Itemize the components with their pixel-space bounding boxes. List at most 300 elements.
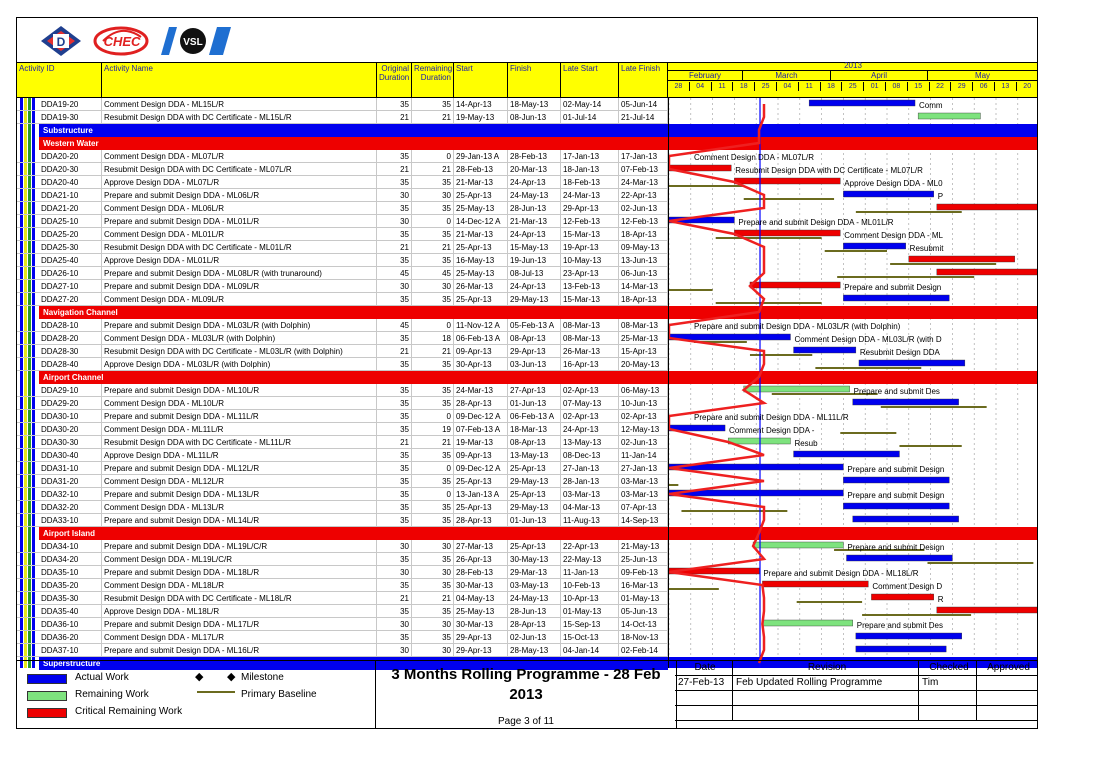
- gantt-bar[interactable]: [918, 113, 980, 119]
- cell-finish: 18-May-13: [508, 98, 561, 111]
- cell-finish: 20-Mar-13: [508, 163, 561, 176]
- cell-start: 21-Mar-13: [454, 228, 508, 241]
- cell-late-start: 10-Feb-13: [561, 579, 619, 592]
- cell-start: 24-Mar-13: [454, 384, 508, 397]
- timeline-month: March: [743, 71, 831, 81]
- cell-original-duration: 35: [377, 150, 412, 163]
- gantt-baseline: [750, 354, 812, 356]
- table-row[interactable]: [17, 254, 668, 267]
- cell-late-finish: 07-Feb-13: [619, 163, 668, 176]
- cell-finish: 01-Jun-13: [508, 397, 561, 410]
- gantt-bar[interactable]: [909, 256, 1015, 262]
- cell-remaining-duration: 35: [412, 293, 454, 306]
- cell-start: 27-Mar-13: [454, 540, 508, 553]
- gantt-baseline: [716, 237, 822, 239]
- cell-activity-name: Comment Design DDA - ML12L/R: [102, 475, 377, 488]
- cell-original-duration: 21: [377, 345, 412, 358]
- cell-original-duration: 30: [377, 540, 412, 553]
- cell-activity-id: DDA31-10: [39, 462, 102, 475]
- cell-late-finish: 01-May-13: [619, 592, 668, 605]
- cell-original-duration: 21: [377, 163, 412, 176]
- cell-activity-id: DDA20-40: [39, 176, 102, 189]
- col-original-duration[interactable]: Original Duration: [377, 63, 412, 97]
- cell-remaining-duration: 35: [412, 475, 454, 488]
- legend-baseline-label: Primary Baseline: [241, 689, 317, 700]
- cell-activity-name: Prepare and submit Design DDA - ML12L/R: [102, 462, 377, 475]
- timeline-day: 13: [995, 82, 1017, 91]
- timeline-day: 25: [755, 82, 777, 91]
- cell-original-duration: 35: [377, 449, 412, 462]
- cell-finish: 03-May-13: [508, 579, 561, 592]
- gantt-bar[interactable]: [871, 594, 933, 600]
- gantt-bar[interactable]: [843, 477, 949, 483]
- col-start[interactable]: Start: [454, 63, 508, 97]
- cell-late-start: 02-May-14: [561, 98, 619, 111]
- table-row[interactable]: [17, 111, 668, 124]
- cell-finish: 28-Apr-13: [508, 618, 561, 631]
- cell-finish: 29-May-13: [508, 501, 561, 514]
- cell-activity-id: DDA19-20: [39, 98, 102, 111]
- rev-empty-cell: [919, 706, 977, 721]
- gantt-bar-label: Resubmit: [909, 244, 944, 253]
- table-row[interactable]: [17, 202, 668, 215]
- cell-remaining-duration: 30: [412, 540, 454, 553]
- timeline-day: 18: [821, 82, 843, 91]
- table-row[interactable]: [17, 579, 668, 592]
- cell-start: 14-Dec-12 A: [454, 215, 508, 228]
- cell-activity-name: Prepare and submit Design DDA - ML17L/R: [102, 618, 377, 631]
- cell-late-finish: 14-Mar-13: [619, 280, 668, 293]
- timeline-day: 28: [668, 82, 690, 91]
- gantt-bar[interactable]: [794, 347, 856, 353]
- gantt-bar[interactable]: [856, 646, 946, 652]
- table-row[interactable]: [17, 267, 668, 280]
- cell-late-finish: 21-Jul-14: [619, 111, 668, 124]
- cell-activity-name: Approve Design DDA - ML18L/R: [102, 605, 377, 618]
- table-row[interactable]: [17, 514, 668, 527]
- cell-late-finish: 02-Jun-13: [619, 436, 668, 449]
- cell-activity-name: Comment Design DDA - ML09L/R: [102, 293, 377, 306]
- gantt-baseline: [797, 601, 862, 603]
- gantt-baseline: [669, 289, 713, 291]
- cell-remaining-duration: 30: [412, 644, 454, 657]
- cell-original-duration: 35: [377, 501, 412, 514]
- col-remaining-duration[interactable]: Remaining Duration: [412, 63, 454, 97]
- cell-start: 25-Apr-13: [454, 475, 508, 488]
- table-row[interactable]: [17, 332, 668, 345]
- cell-activity-name: Resubmit Design DDA with DC Certificate - ML01L/R: [102, 241, 377, 254]
- cell-remaining-duration: 35: [412, 631, 454, 644]
- cell-late-finish: 24-Mar-13: [619, 176, 668, 189]
- cell-start: 16-May-13: [454, 254, 508, 267]
- cell-remaining-duration: 30: [412, 280, 454, 293]
- cell-late-finish: 20-May-13: [619, 358, 668, 371]
- cell-late-start: 24-Mar-13: [561, 189, 619, 202]
- table-row[interactable]: [17, 98, 668, 111]
- rev-empty-cell: [919, 691, 977, 706]
- cell-activity-id: DDA35-10: [39, 566, 102, 579]
- cell-remaining-duration: 21: [412, 345, 454, 358]
- cell-finish: 24-Apr-13: [508, 176, 561, 189]
- table-row[interactable]: [17, 618, 668, 631]
- timeline-day: 11: [712, 82, 734, 91]
- cell-remaining-duration: 21: [412, 163, 454, 176]
- gantt-baseline: [927, 562, 1033, 564]
- cell-remaining-duration: 35: [412, 254, 454, 267]
- timeline-month: April: [831, 71, 928, 81]
- gantt-bar-label: Prepare and submit Design: [844, 283, 942, 292]
- table-row[interactable]: [17, 410, 668, 423]
- gantt-canvas: [669, 98, 1038, 668]
- cell-activity-id: DDA30-30: [39, 436, 102, 449]
- cell-start: 25-Apr-13: [454, 241, 508, 254]
- cell-activity-name: Comment Design DDA - ML03L/R (with Dolphin): [102, 332, 377, 345]
- cell-activity-id: DDA27-20: [39, 293, 102, 306]
- gantt-bar[interactable]: [734, 178, 840, 184]
- table-row[interactable]: [17, 228, 668, 241]
- table-row[interactable]: [17, 436, 668, 449]
- chec-logo: [93, 25, 149, 57]
- timeline-day: 15: [908, 82, 930, 91]
- wbs-band-row[interactable]: Navigation Channel: [39, 306, 668, 319]
- cell-original-duration: 21: [377, 436, 412, 449]
- cell-original-duration: 35: [377, 631, 412, 644]
- wbs-band-row[interactable]: Western Water: [39, 137, 668, 150]
- col-late-finish[interactable]: Late Finish: [619, 63, 668, 97]
- cell-original-duration: 21: [377, 111, 412, 124]
- table-row[interactable]: [17, 189, 668, 202]
- cell-remaining-duration: 45: [412, 267, 454, 280]
- cell-original-duration: 30: [377, 618, 412, 631]
- cell-late-finish: 03-Mar-13: [619, 488, 668, 501]
- cell-late-start: 29-Apr-13: [561, 202, 619, 215]
- cell-remaining-duration: 35: [412, 449, 454, 462]
- gantt-bar[interactable]: [843, 243, 905, 249]
- gantt-bar[interactable]: [847, 555, 953, 561]
- cell-activity-id: DDA20-20: [39, 150, 102, 163]
- legend-critical-label: Critical Remaining Work: [75, 706, 183, 717]
- cell-late-finish: 11-Jan-14: [619, 449, 668, 462]
- cell-start: 25-May-13: [454, 605, 508, 618]
- cell-remaining-duration: 35: [412, 553, 454, 566]
- cell-late-finish: 10-Jun-13: [619, 397, 668, 410]
- cell-late-finish: 14-Oct-13: [619, 618, 668, 631]
- cell-finish: 03-Jun-13: [508, 358, 561, 371]
- gantt-bar[interactable]: [728, 438, 790, 444]
- rev-header-checked: Checked: [919, 661, 977, 676]
- gantt-baseline: [862, 614, 971, 616]
- cell-late-start: 07-May-13: [561, 397, 619, 410]
- table-row[interactable]: [17, 553, 668, 566]
- table-row[interactable]: [17, 397, 668, 410]
- cell-late-start: 04-Jan-14: [561, 644, 619, 657]
- cell-late-finish: 25-Mar-13: [619, 332, 668, 345]
- logo-bar: [39, 23, 233, 59]
- cell-finish: 06-Feb-13 A: [508, 410, 561, 423]
- table-row[interactable]: [17, 475, 668, 488]
- table-row[interactable]: [17, 163, 668, 176]
- cell-start: 04-May-13: [454, 592, 508, 605]
- table-row[interactable]: [17, 280, 668, 293]
- table-row[interactable]: [17, 293, 668, 306]
- cell-start: 09-Apr-13: [454, 449, 508, 462]
- col-late-start[interactable]: Late Start: [561, 63, 619, 97]
- cell-start: 26-Mar-13: [454, 280, 508, 293]
- revision-table: [675, 661, 1037, 729]
- cell-remaining-duration: 35: [412, 98, 454, 111]
- cell-finish: 27-Apr-13: [508, 384, 561, 397]
- gantt-bar[interactable]: [859, 360, 965, 366]
- table-row[interactable]: [17, 540, 668, 553]
- cell-activity-name: Prepare and submit Design DDA - ML16L/R: [102, 644, 377, 657]
- cell-late-finish: 15-Apr-13: [619, 345, 668, 358]
- gantt-bar-label: Comment Design DDA - ML: [844, 231, 943, 240]
- cell-late-finish: 03-Mar-13: [619, 475, 668, 488]
- cell-start: 26-Apr-13: [454, 553, 508, 566]
- rev-empty-cell: [977, 706, 1037, 721]
- gantt-bar-label: Comm: [919, 101, 943, 110]
- cell-late-start: 08-Mar-13: [561, 332, 619, 345]
- cell-late-start: 11-Jan-13: [561, 566, 619, 579]
- cell-late-start: 17-Jan-13: [561, 150, 619, 163]
- gantt-bar-label: Resub: [794, 439, 818, 448]
- cell-late-finish: 25-Jun-13: [619, 553, 668, 566]
- gantt-bar-label: Resubmit Design DDA with DC Certificate - ML07L/R: [735, 166, 923, 175]
- cell-remaining-duration: 30: [412, 189, 454, 202]
- cell-start: 25-Apr-13: [454, 189, 508, 202]
- gantt-bar[interactable]: [753, 542, 843, 548]
- gantt-bar[interactable]: [762, 581, 868, 587]
- gantt-bar[interactable]: [669, 334, 790, 340]
- cell-remaining-duration: 35: [412, 358, 454, 371]
- cell-start: 06-Feb-13 A: [454, 332, 508, 345]
- timeline-day: 01: [864, 82, 886, 91]
- cell-late-finish: 12-May-13: [619, 423, 668, 436]
- gantt-baseline: [825, 250, 887, 252]
- cell-remaining-duration: 21: [412, 436, 454, 449]
- cell-activity-name: Approve Design DDA - ML11L/R: [102, 449, 377, 462]
- gantt-bar[interactable]: [809, 100, 915, 106]
- cell-original-duration: 30: [377, 280, 412, 293]
- milestone-diamond-icon-2: ◆: [227, 671, 236, 683]
- gantt-baseline: [890, 263, 996, 265]
- cell-late-start: 15-Mar-13: [561, 228, 619, 241]
- gantt-band: [669, 371, 1038, 384]
- cell-start: 14-Apr-13: [454, 98, 508, 111]
- gantt-bar[interactable]: [937, 607, 1038, 613]
- cell-late-start: 13-Feb-13: [561, 280, 619, 293]
- svg-text:CHEC: CHEC: [103, 34, 141, 49]
- cell-late-start: 11-Aug-13: [561, 514, 619, 527]
- gantt-bar[interactable]: [843, 191, 933, 197]
- cell-activity-id: DDA25-10: [39, 215, 102, 228]
- page-number: Page 3 of 11: [498, 716, 554, 727]
- cell-activity-name: Comment Design DDA - ML18L/R: [102, 579, 377, 592]
- cell-activity-name: Prepare and submit Design DDA - ML03L/R (with Dolphin): [102, 319, 377, 332]
- table-row[interactable]: [17, 566, 668, 579]
- vsl-logo: [159, 25, 233, 57]
- cell-original-duration: 35: [377, 254, 412, 267]
- cell-start: 25-Apr-13: [454, 293, 508, 306]
- cell-activity-id: DDA35-30: [39, 592, 102, 605]
- timeline-year: 2013: [668, 62, 1038, 71]
- cell-start: 29-Apr-13: [454, 644, 508, 657]
- cell-start: 30-Mar-13: [454, 618, 508, 631]
- col-finish[interactable]: Finish: [508, 63, 561, 97]
- gantt-bar-label: Prepare and submit Design DDA - ML03L/R (with Dolphin): [694, 322, 901, 331]
- rev-empty-cell: [733, 691, 919, 706]
- cell-finish: 18-Mar-13: [508, 423, 561, 436]
- table-row[interactable]: [17, 449, 668, 462]
- cell-start: 09-Dec-12 A: [454, 462, 508, 475]
- cell-late-finish: 14-Sep-13: [619, 514, 668, 527]
- cell-activity-name: Prepare and submit Design DDA - ML09L/R: [102, 280, 377, 293]
- cell-remaining-duration: 35: [412, 579, 454, 592]
- cell-finish: 28-May-13: [508, 644, 561, 657]
- cell-late-finish: 13-Jun-13: [619, 254, 668, 267]
- cell-remaining-duration: 30: [412, 618, 454, 631]
- gantt-bar[interactable]: [853, 516, 959, 522]
- gantt-baseline: [837, 276, 974, 278]
- cell-original-duration: 35: [377, 397, 412, 410]
- d-company-logo: [39, 25, 83, 57]
- table-row[interactable]: [17, 215, 668, 228]
- cell-start: 07-Feb-13 A: [454, 423, 508, 436]
- gantt-bar[interactable]: [734, 230, 840, 236]
- table-row[interactable]: [17, 176, 668, 189]
- gantt-bar-label: Prepare and submit Des: [856, 621, 944, 630]
- col-activity-name[interactable]: Activity Name: [102, 63, 377, 97]
- wbs-band-row[interactable]: Airport Island: [39, 527, 668, 540]
- timeline-day: 22: [930, 82, 952, 91]
- gantt-bar[interactable]: [843, 295, 949, 301]
- cell-finish: 29-Apr-13: [508, 345, 561, 358]
- cell-remaining-duration: 35: [412, 228, 454, 241]
- table-row[interactable]: [17, 488, 668, 501]
- cell-start: 28-Apr-13: [454, 397, 508, 410]
- table-row[interactable]: [17, 241, 668, 254]
- cell-activity-name: Comment Design DDA - ML19L/C/R: [102, 553, 377, 566]
- cell-activity-id: DDA27-10: [39, 280, 102, 293]
- cell-late-finish: 21-May-13: [619, 540, 668, 553]
- cell-activity-id: DDA31-20: [39, 475, 102, 488]
- gantt-band: [669, 124, 1038, 137]
- cell-remaining-duration: 0: [412, 150, 454, 163]
- table-row[interactable]: [17, 644, 668, 657]
- col-activity-id[interactable]: Activity ID: [17, 63, 102, 97]
- cell-late-start: 28-Jan-13: [561, 475, 619, 488]
- gantt-bar[interactable]: [853, 399, 959, 405]
- cell-late-finish: 08-Mar-13: [619, 319, 668, 332]
- cell-activity-id: DDA32-20: [39, 501, 102, 514]
- timeline-day: 04: [690, 82, 712, 91]
- cell-activity-name: Comment Design DDA - ML15L/R: [102, 98, 377, 111]
- gantt-bar[interactable]: [794, 451, 900, 457]
- gantt-bar[interactable]: [937, 204, 1038, 210]
- cell-start: 28-Apr-13: [454, 514, 508, 527]
- cell-remaining-duration: 0: [412, 462, 454, 475]
- cell-activity-id: DDA28-40: [39, 358, 102, 371]
- wbs-band-row[interactable]: Airport Channel: [39, 371, 668, 384]
- cell-finish: 19-Jun-13: [508, 254, 561, 267]
- gantt-baseline: [840, 432, 896, 434]
- cell-original-duration: 30: [377, 566, 412, 579]
- table-row[interactable]: [17, 501, 668, 514]
- cell-activity-name: Resubmit Design DDA with DC Certificate - ML03L/R (with Dolphin): [102, 345, 377, 358]
- wbs-band-row[interactable]: Substructure: [39, 124, 668, 137]
- cell-start: 29-Jan-13 A: [454, 150, 508, 163]
- gantt-bar[interactable]: [856, 633, 962, 639]
- cell-original-duration: 35: [377, 293, 412, 306]
- rev-date: 27-Feb-13: [675, 676, 733, 691]
- cell-original-duration: 30: [377, 644, 412, 657]
- cell-original-duration: 35: [377, 514, 412, 527]
- cell-activity-name: Comment Design DDA - ML07L/R: [102, 150, 377, 163]
- table-row[interactable]: [17, 358, 668, 371]
- cell-late-start: 15-Sep-13: [561, 618, 619, 631]
- cell-remaining-duration: 35: [412, 202, 454, 215]
- legend-baseline-swatch: [197, 691, 235, 693]
- cell-late-start: 01-May-13: [561, 605, 619, 618]
- cell-start: 30-Apr-13: [454, 358, 508, 371]
- cell-activity-id: DDA33-10: [39, 514, 102, 527]
- svg-text:VSL: VSL: [183, 37, 203, 48]
- cell-remaining-duration: 21: [412, 241, 454, 254]
- gantt-bar[interactable]: [762, 620, 852, 626]
- rev-header-date: Date: [675, 661, 733, 676]
- table-row[interactable]: [17, 423, 668, 436]
- cell-remaining-duration: 35: [412, 397, 454, 410]
- cell-late-finish: 02-Feb-14: [619, 644, 668, 657]
- gantt-baseline: [681, 510, 787, 512]
- cell-late-start: 22-May-13: [561, 553, 619, 566]
- cell-original-duration: 35: [377, 410, 412, 423]
- milestone-diamond-icon: ◆: [195, 671, 204, 683]
- cell-activity-id: DDA26-10: [39, 267, 102, 280]
- gantt-baseline: [744, 198, 834, 200]
- gantt-bar-label: Comment Design DDA - ML07L/R: [694, 153, 815, 162]
- gantt-bar[interactable]: [750, 282, 840, 288]
- table-row[interactable]: [17, 384, 668, 397]
- cell-late-start: 01-Jul-14: [561, 111, 619, 124]
- table-row[interactable]: [17, 150, 668, 163]
- table-row[interactable]: [17, 462, 668, 475]
- cell-remaining-duration: 35: [412, 605, 454, 618]
- gantt-bar[interactable]: [937, 269, 1038, 275]
- table-row[interactable]: [17, 592, 668, 605]
- cell-remaining-duration: 35: [412, 384, 454, 397]
- cell-late-finish: 06-May-13: [619, 384, 668, 397]
- rev-empty-cell: [675, 691, 733, 706]
- cell-remaining-duration: 0: [412, 215, 454, 228]
- cell-start: 21-Mar-13: [454, 176, 508, 189]
- cell-activity-name: Comment Design DDA - ML01L/R: [102, 228, 377, 241]
- cell-late-finish: 27-Jan-13: [619, 462, 668, 475]
- table-row[interactable]: [17, 605, 668, 618]
- gantt-bar[interactable]: [843, 503, 949, 509]
- table-row[interactable]: [17, 319, 668, 332]
- table-row[interactable]: [17, 631, 668, 644]
- wbs-band-row[interactable]: Superstructure: [39, 657, 668, 670]
- cell-remaining-duration: 21: [412, 592, 454, 605]
- table-row[interactable]: [17, 345, 668, 358]
- legend-actual-swatch: [27, 674, 67, 684]
- cell-late-start: 04-Mar-13: [561, 501, 619, 514]
- cell-late-start: 19-Apr-13: [561, 241, 619, 254]
- timeline-day: 08: [886, 82, 908, 91]
- cell-activity-name: Resubmit Design DDA with DC Certificate - ML18L/R: [102, 592, 377, 605]
- gantt-baseline: [899, 445, 961, 447]
